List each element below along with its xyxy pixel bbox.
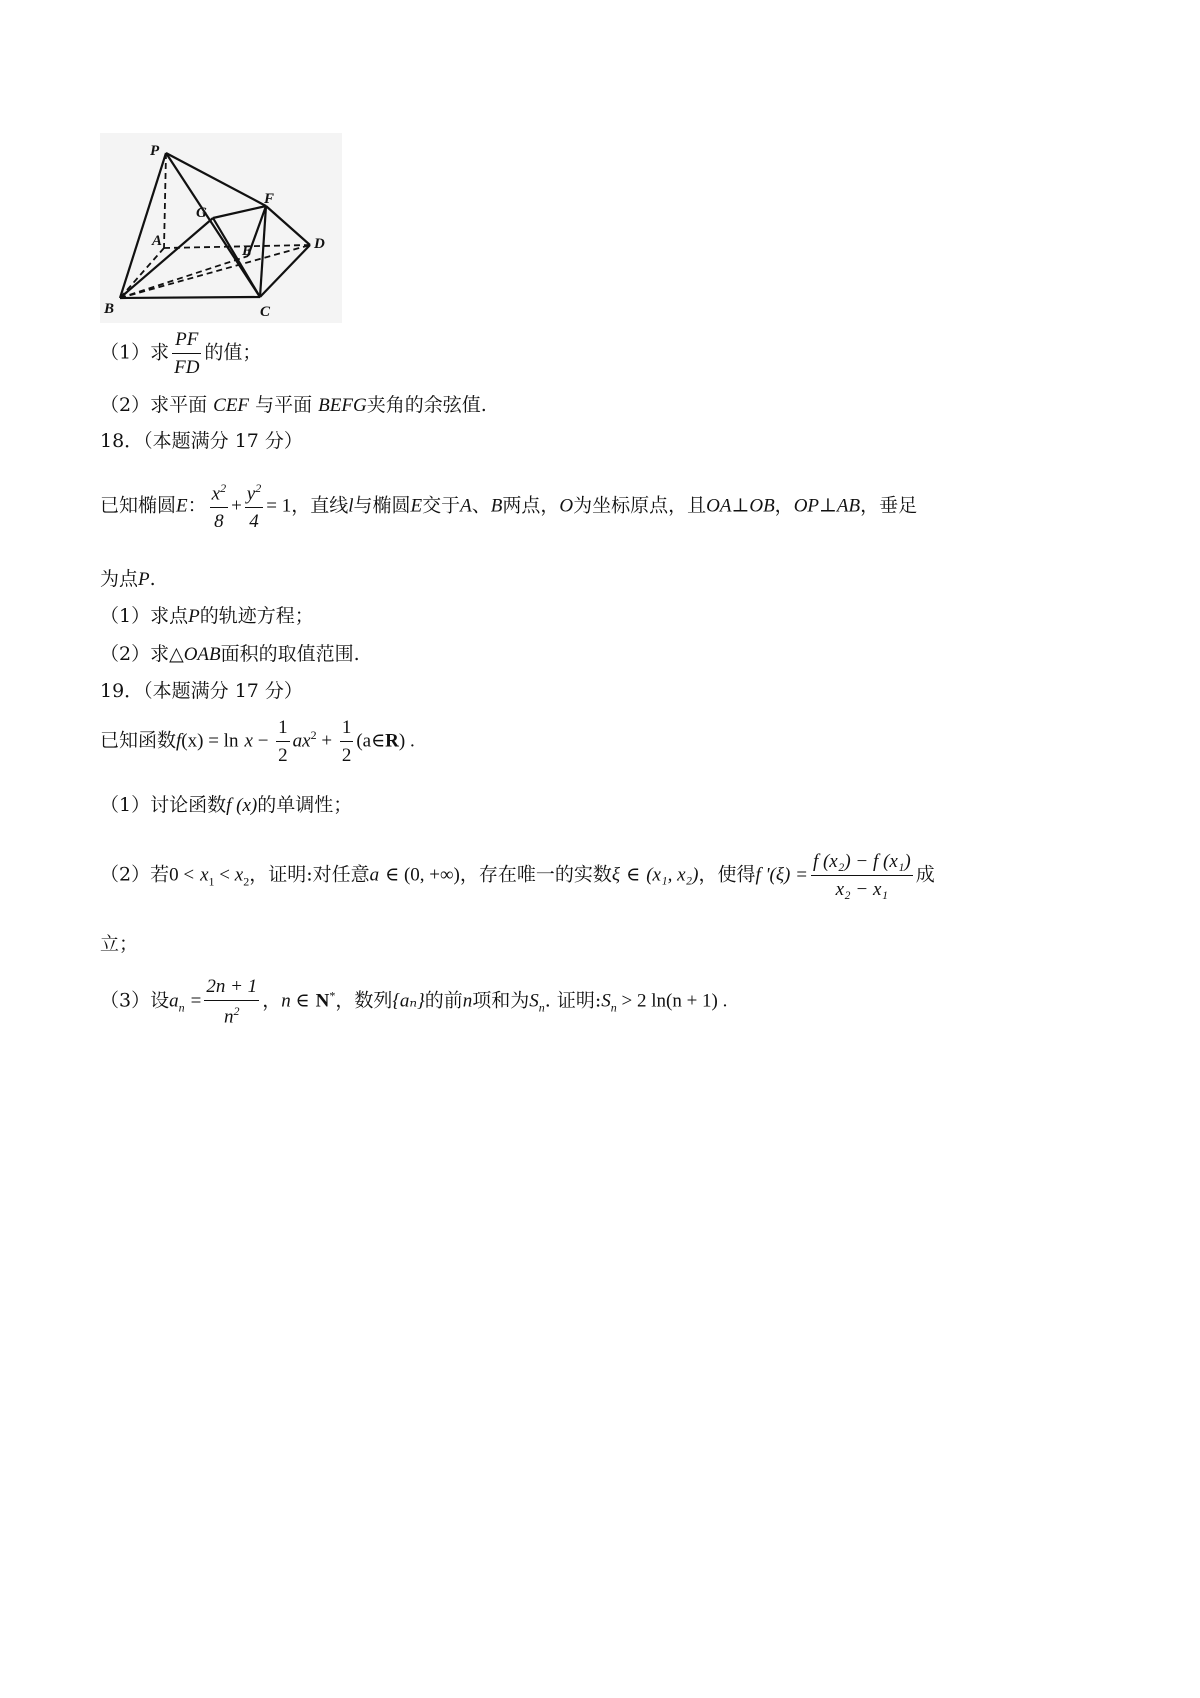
q18-s5: 、 xyxy=(471,494,491,517)
num-1: 1 xyxy=(278,717,288,738)
triangle-oab: OAB xyxy=(183,644,221,665)
fn-arg: (x) xyxy=(181,730,204,752)
seg-op: OP xyxy=(793,495,820,517)
q19-p2-mid1: ，证明:对任意 xyxy=(249,863,370,886)
point-o: O xyxy=(559,495,574,517)
q19-part1 xyxy=(100,796,352,815)
q19-p2-cheng: 成 xyxy=(915,863,935,886)
q19-p2-pre: （2）若 xyxy=(100,863,170,886)
q18-header: 18．（本题满分 17 分） xyxy=(100,430,303,452)
q19-part2-line2: 立； xyxy=(100,933,139,955)
num-1b: 1 xyxy=(341,717,352,738)
seg-ab: AB xyxy=(836,495,861,517)
q18-s2: ，直线 xyxy=(291,494,349,517)
mv-den: x₂ − x₁ xyxy=(811,875,913,899)
sup-2: 2 xyxy=(310,728,317,743)
mv-num: f (x₂) − f (x₁) xyxy=(812,851,911,872)
frac-den: FD xyxy=(172,353,201,377)
q17-part2 xyxy=(100,396,487,415)
minus: − xyxy=(252,730,274,752)
point-p-2: P xyxy=(188,606,200,627)
cond-open: (a xyxy=(356,730,372,752)
an-num: 2n + 1 xyxy=(206,976,258,997)
q19-p3-mid2: 的前 xyxy=(424,989,463,1012)
q18-part2 xyxy=(100,645,360,664)
star: * xyxy=(329,988,336,1003)
label-P: P xyxy=(150,143,160,159)
q18-p2-post: 面积的取值范围. xyxy=(220,643,360,665)
var-x: x xyxy=(244,730,253,752)
frac-num: PF xyxy=(175,329,199,350)
var-x: x xyxy=(211,483,221,505)
q19-p3-mid1: ，数列 xyxy=(335,989,393,1012)
q18-s8: ， xyxy=(774,494,794,517)
label-C: C xyxy=(260,304,271,320)
edge-GC xyxy=(213,218,260,297)
q17-p1-suffix: 的值； xyxy=(204,341,262,364)
line-l: l xyxy=(348,495,354,517)
den-8: 8 xyxy=(210,507,228,531)
fraction-y2-4 xyxy=(245,482,263,531)
q18-statement-line1 xyxy=(100,482,917,531)
sub-1: 1 xyxy=(208,874,215,889)
label-E: E xyxy=(242,243,253,259)
q18-s1: 已知椭圆 xyxy=(100,494,177,517)
plus: + xyxy=(316,730,337,752)
sup-2b: 2 xyxy=(255,481,262,495)
q19-p3-pre: （3）设 xyxy=(100,989,170,1012)
fraction-pf-fd xyxy=(172,330,201,377)
label-F: F xyxy=(264,191,275,207)
q17-part1 xyxy=(100,330,261,377)
perp-2: ⊥ xyxy=(819,495,837,517)
q19-p1-fx: f (x) xyxy=(226,795,258,816)
q18-statement-line2 xyxy=(100,570,156,589)
ellipse-name-2: E xyxy=(410,495,423,517)
q18-p1-pre: （1）求点 xyxy=(100,605,189,627)
eq-ln: = ln xyxy=(203,730,239,752)
q19-p1-pre: （1）讨论函数 xyxy=(100,794,227,816)
point-a: A xyxy=(460,495,472,517)
an-den-n: n xyxy=(224,1006,234,1028)
reals: R xyxy=(385,730,399,752)
label-B: B xyxy=(104,301,115,317)
edge-BE xyxy=(120,256,248,298)
fraction-half-2 xyxy=(340,718,354,765)
q19-header: 19．（本题满分 17 分） xyxy=(100,680,303,702)
edge-PA xyxy=(164,153,166,248)
q18-p1-post: 的轨迹方程； xyxy=(199,605,314,627)
edge-FD xyxy=(266,206,310,245)
fraction-half xyxy=(276,718,290,765)
den-2: 2 xyxy=(276,741,290,765)
q18-s6: 两点， xyxy=(502,494,560,517)
ineq-ln: > 2 ln(n + 1) . xyxy=(616,990,728,1012)
q18-p2-pre: （2）求△ xyxy=(100,643,184,665)
interval: ∈ (0, +∞) xyxy=(385,864,460,886)
lt: < xyxy=(214,864,235,886)
edge-GF xyxy=(213,206,266,218)
q18-part1 xyxy=(100,607,314,626)
q19-part3 xyxy=(100,977,727,1026)
q19-part2-line1 xyxy=(100,852,935,899)
fraction-x2-8 xyxy=(210,482,228,531)
var-x2: x xyxy=(234,864,244,886)
edge-PB xyxy=(120,153,166,298)
fraction-mean-value xyxy=(811,852,913,899)
q18-s3: 与椭圆 xyxy=(353,494,411,517)
sub-2: 2 xyxy=(243,874,250,889)
plane-befg: BEFG xyxy=(318,395,367,416)
q19-def-pre: 已知函数 xyxy=(100,729,177,752)
var-x1: x xyxy=(200,864,209,886)
q18-s9: ，垂足 xyxy=(860,494,918,517)
seg-ob: OB xyxy=(749,495,775,517)
var-a-2: a xyxy=(369,864,380,886)
label-D: D xyxy=(314,236,325,252)
q18-s4: 交于 xyxy=(422,494,461,517)
sup-2: 2 xyxy=(220,481,227,495)
seg-oa: OA xyxy=(706,495,732,517)
edge-BD xyxy=(120,245,310,298)
sub-n: n xyxy=(178,1000,185,1015)
label-G: G xyxy=(196,205,207,221)
edge-AD xyxy=(164,245,310,248)
point-b: B xyxy=(490,495,503,517)
var-x-sq: x xyxy=(302,730,311,752)
q17-p2-mid: 与平面 xyxy=(255,394,313,416)
var-a: a xyxy=(292,730,303,752)
an-den-sq: 2 xyxy=(233,1004,240,1018)
in-sym-2: ∈ xyxy=(626,864,641,886)
pyramid-diagram xyxy=(100,133,342,323)
q19-p2-mid2: ，存在唯一的实数 xyxy=(459,863,612,886)
sub-n-2: n xyxy=(538,1000,545,1015)
q19-p3-mid3: 项和为 xyxy=(472,989,530,1012)
q18-s7: 为坐标原点，且 xyxy=(573,494,707,517)
n-in: n ∈ xyxy=(281,990,310,1012)
q18-l2-pre: 为点 xyxy=(100,568,139,590)
var-y: y xyxy=(246,483,256,505)
colon: ： xyxy=(187,494,207,517)
naturals: N xyxy=(315,990,330,1012)
in-sym: ∈ xyxy=(371,730,386,752)
eq-1: = 1 xyxy=(266,495,292,517)
q19-p3-mid4: . 证明: xyxy=(544,989,602,1012)
var-n: n xyxy=(462,990,473,1012)
sub-n-3: n xyxy=(610,1000,617,1015)
var-an: a xyxy=(169,990,179,1012)
comma: ， xyxy=(262,989,282,1012)
den-2b: 2 xyxy=(340,741,354,765)
ellipse-name: E xyxy=(176,495,188,517)
eq: = xyxy=(190,990,202,1012)
edge-PF xyxy=(166,153,266,206)
pair-x1-x2: (x₁, x₂) xyxy=(646,864,699,886)
ineq-0: 0 < xyxy=(169,864,195,886)
q17-p1-prefix: （1）求 xyxy=(100,341,170,364)
fraction-an xyxy=(204,977,259,1026)
var-s: S xyxy=(529,990,539,1012)
q17-p2-prefix: （2）求平面 xyxy=(100,394,208,416)
f-prime-xi: f '(ξ) = xyxy=(755,864,808,886)
edge-BG xyxy=(120,218,213,298)
pyramid-figure xyxy=(100,133,342,323)
var-xi: ξ xyxy=(611,864,621,886)
point-p: P xyxy=(138,569,150,590)
q19-p1-post: 的单调性； xyxy=(257,794,353,816)
perp-1: ⊥ xyxy=(731,495,750,517)
plus: + xyxy=(231,495,242,517)
label-A: A xyxy=(152,233,163,249)
cond-close: ) . xyxy=(398,730,415,752)
q19-p2-mid3: ，使得 xyxy=(698,863,756,886)
q17-p2-suffix: 夹角的余弦值. xyxy=(366,394,487,416)
q18-l2-post: . xyxy=(149,568,156,590)
q19-definition xyxy=(100,718,415,765)
seq-an: {aₙ} xyxy=(392,990,425,1012)
edge-BC xyxy=(120,297,260,298)
var-s-2: S xyxy=(601,990,611,1012)
den-4: 4 xyxy=(245,507,263,531)
fn-f: f xyxy=(176,730,182,752)
plane-cef: CEF xyxy=(213,395,250,416)
